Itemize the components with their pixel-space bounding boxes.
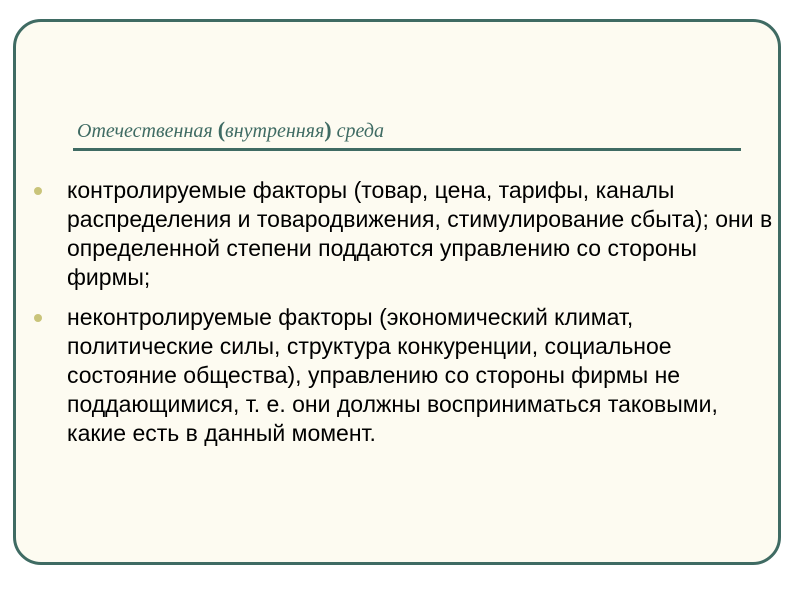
title-text-before: Отечественная xyxy=(77,120,218,142)
bullet-list xyxy=(34,176,774,459)
slide-title xyxy=(77,117,384,143)
bullet-item-controllable xyxy=(34,176,774,292)
bullet-item-uncontrollable xyxy=(34,303,774,448)
title-text-inner: внутренняя xyxy=(225,120,325,142)
bullet-text: неконтролируемые факторы (экономический климат, политические силы, структура конкуренции, социальное состояние общества), управлению со стороны фирмы не поддающимися, т. е. они должны восприниматься таковыми, какие есть в данный момент. xyxy=(67,304,718,446)
bullet-marker-icon xyxy=(34,187,42,195)
bullet-text: контролируемые факторы (товар, цена, тарифы, каналы распределения и товародвижения, стимулирование сбыта); они в определенной степени поддаются управлению со стороны фирмы; xyxy=(67,177,773,290)
bullet-marker-icon xyxy=(34,314,42,322)
title-close-paren: ) xyxy=(324,117,332,142)
title-underline xyxy=(73,148,741,151)
title-text-after: среда xyxy=(331,120,384,142)
title-open-paren: ( xyxy=(217,117,226,142)
